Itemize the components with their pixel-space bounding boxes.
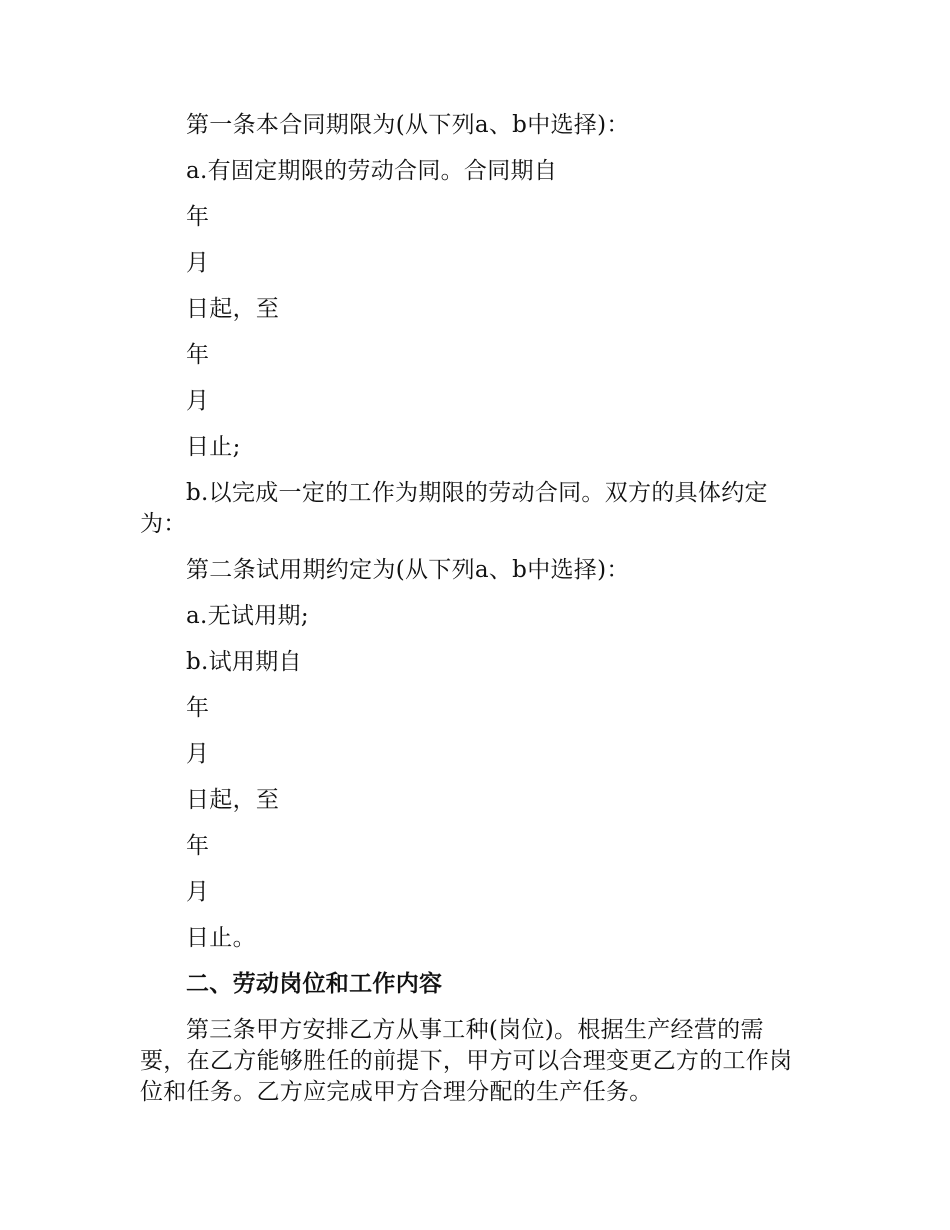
- date-year-label: 年: [186, 695, 210, 721]
- date-year-label: 年: [186, 342, 210, 368]
- date-month-label: 月: [186, 388, 210, 414]
- article-3-job-assignment: 第三条甲方安排乙方从事工种(岗位)。根据生产经营的需要，在乙方能够胜任的前提下，甲方可以合理变更乙方的工作岗位和任务。乙方应完成甲方合理分配的生产任务。: [140, 1017, 793, 1105]
- date-month-label: 月: [186, 250, 210, 276]
- section-heading-job-position: 二、劳动岗位和工作内容: [186, 971, 443, 997]
- option-a-no-probation: a.无试用期;: [186, 603, 309, 629]
- article-2-probation: 第二条试用期约定为(从下列a、b中选择)：: [186, 557, 630, 583]
- option-b-probation-period: b.试用期自: [186, 649, 302, 675]
- date-day-start-label: 日起，至: [186, 787, 280, 813]
- article-1-term: 第一条本合同期限为(从下列a、b中选择)：: [186, 112, 630, 138]
- date-year-label: 年: [186, 204, 210, 230]
- date-day-end-label: 日止。: [186, 925, 256, 951]
- document-page: [140, 110, 810, 1123]
- date-day-end-label: 日止;: [186, 434, 241, 460]
- date-month-label: 月: [186, 741, 210, 767]
- date-day-start-label: 日起，至: [186, 296, 280, 322]
- date-month-label: 月: [186, 879, 210, 905]
- option-a-fixed-term: a.有固定期限的劳动合同。合同期自: [186, 158, 558, 184]
- option-b-task-term: b.以完成一定的工作为期限的劳动合同。双方的具体约定为：: [140, 480, 768, 537]
- date-year-label: 年: [186, 833, 210, 859]
